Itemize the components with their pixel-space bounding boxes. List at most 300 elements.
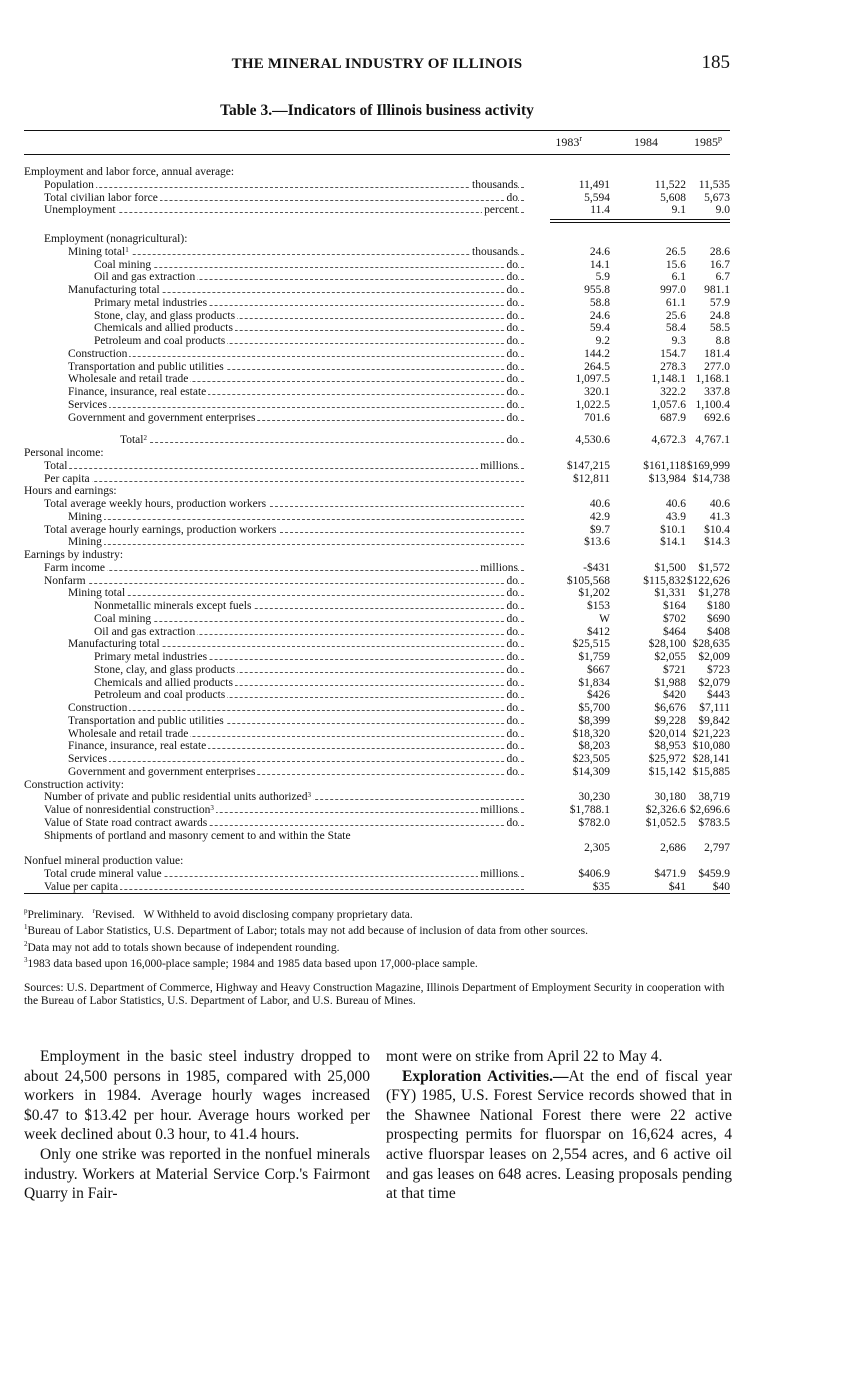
cell-value: 4,767.1 bbox=[695, 434, 730, 447]
table-row bbox=[24, 600, 730, 613]
row-label-text: Stone, clay, and glass products bbox=[94, 663, 236, 676]
row-label-text: Wholesale and retail trade bbox=[68, 727, 189, 740]
body-paragraph: Exploration Activities.—At the end of fiscal year (FY) 1985, U.S. Forest Service records showed that in the Shawnee National Forest there were 22 active prospecting permits for fluorspar on 16,624 acres, 4 active fluorspar leases on 2,554 acres, and 6 active oil and gas leases on 648 acres. Leasing proposals pending at that time bbox=[386, 1067, 732, 1203]
row-label bbox=[24, 804, 524, 817]
cell-value: $1,202 bbox=[578, 587, 610, 600]
cell-value: 11.4 bbox=[590, 204, 610, 217]
cell-value: 5,594 bbox=[584, 191, 610, 204]
footnote-legend: $^p$Preliminary. $^r$Revised. W Withheld to avoid disclosing company proprietary data. bbox=[24, 907, 413, 921]
table-row bbox=[24, 677, 730, 690]
cell-value: 2,305 bbox=[584, 842, 610, 855]
table-row bbox=[24, 284, 730, 297]
row-unit: do bbox=[506, 727, 518, 740]
table-row bbox=[24, 297, 730, 310]
row-unit: millions bbox=[480, 804, 518, 816]
cell-value: $18,320 bbox=[572, 727, 610, 740]
row-unit: do bbox=[506, 753, 518, 765]
cell-value: 8.8 bbox=[715, 335, 730, 347]
cell-value: $5,700 bbox=[578, 702, 610, 714]
row-unit: do bbox=[506, 651, 518, 663]
row-label-text: Nonfarm bbox=[44, 574, 86, 587]
row-label bbox=[24, 855, 524, 868]
row-label-text: Primary metal industries bbox=[94, 296, 208, 309]
leader-dots bbox=[94, 621, 524, 622]
row-label bbox=[24, 549, 524, 562]
cell-value: $35 bbox=[592, 880, 610, 893]
cell-value: 1,097.5 bbox=[575, 373, 610, 386]
cell-value: $164 bbox=[663, 600, 686, 612]
row-unit: millions bbox=[480, 459, 518, 472]
cell-value: 144.2 bbox=[584, 347, 610, 360]
cell-value: $1,759 bbox=[578, 651, 610, 663]
table-row bbox=[24, 715, 730, 728]
table-row bbox=[24, 412, 730, 425]
cell-value: $169,999 bbox=[686, 459, 730, 472]
cell-value: $2,009 bbox=[698, 651, 730, 663]
cell-value: $1,331 bbox=[654, 587, 686, 600]
row-label bbox=[24, 434, 524, 447]
cell-value: $28,141 bbox=[692, 753, 730, 765]
cell-value: $14.1 bbox=[660, 536, 686, 549]
row-unit: do bbox=[506, 360, 518, 373]
row-label-text: Total civilian labor force bbox=[44, 191, 158, 204]
cell-value: 687.9 bbox=[660, 411, 686, 424]
cell-value: $2,079 bbox=[698, 676, 730, 689]
table-row bbox=[24, 460, 730, 473]
row-label bbox=[24, 728, 524, 741]
cell-value: 42.9 bbox=[589, 510, 610, 523]
cell-value: 16.7 bbox=[709, 258, 730, 271]
cell-value: $9,842 bbox=[698, 714, 730, 727]
row-label bbox=[24, 791, 524, 804]
cell-value: $420 bbox=[663, 689, 686, 702]
cell-value: 264.5 bbox=[584, 360, 610, 373]
table-row bbox=[24, 373, 730, 386]
cell-value: 11,535 bbox=[698, 178, 730, 191]
row-label bbox=[24, 587, 524, 600]
row-unit: do bbox=[506, 373, 518, 386]
cell-value: $10.1 bbox=[660, 523, 686, 536]
cell-value: $406.9 bbox=[578, 867, 610, 880]
row-label-text: Total crude mineral value bbox=[44, 867, 162, 880]
row-unit: do bbox=[506, 322, 518, 335]
table-row bbox=[24, 434, 730, 447]
cell-value: $1,572 bbox=[698, 561, 730, 574]
row-unit: do bbox=[506, 587, 518, 600]
table-row bbox=[24, 271, 730, 284]
row-unit: percent bbox=[484, 204, 518, 217]
row-label bbox=[24, 881, 524, 894]
running-title: THE MINERAL INDUSTRY OF ILLINOIS bbox=[231, 56, 523, 72]
row-label-text: Total average hourly earnings, production workers bbox=[44, 523, 277, 536]
cell-value: $1,278 bbox=[698, 587, 730, 600]
table-row bbox=[24, 791, 730, 804]
cell-value: 9.2 bbox=[595, 335, 610, 347]
leader-dots bbox=[44, 570, 524, 571]
cell-value: $1,500 bbox=[654, 561, 686, 574]
row-unit: do bbox=[506, 258, 518, 271]
cell-value: $147,215 bbox=[566, 459, 610, 472]
row-unit: millions bbox=[480, 867, 518, 880]
row-label bbox=[24, 830, 524, 843]
row-unit: do bbox=[506, 816, 518, 829]
cell-value: $40 bbox=[712, 880, 730, 893]
row-label bbox=[24, 600, 524, 613]
row-label-text: Construction activity: bbox=[24, 778, 124, 791]
cell-value: 28.6 bbox=[709, 245, 730, 258]
cell-value: $14,309 bbox=[572, 765, 610, 778]
row-label-text: Transportation and public utilities bbox=[68, 360, 224, 373]
row-unit: do bbox=[506, 335, 518, 347]
leader-dots bbox=[44, 187, 524, 188]
table-row bbox=[24, 204, 730, 217]
row-label bbox=[24, 386, 524, 399]
leader-dots bbox=[68, 407, 524, 408]
row-label bbox=[24, 689, 524, 702]
cell-value: 25.6 bbox=[665, 309, 686, 322]
cell-value: -$431 bbox=[583, 561, 610, 574]
row-label bbox=[24, 524, 524, 537]
table-row bbox=[24, 192, 730, 205]
cell-value: 9.1 bbox=[671, 204, 686, 217]
row-label-text: Services bbox=[68, 753, 107, 765]
cell-value: $20,014 bbox=[648, 727, 686, 740]
cell-value: $1,834 bbox=[578, 676, 610, 689]
row-unit: do bbox=[506, 271, 518, 284]
cell-value: $782.0 bbox=[578, 816, 610, 829]
cell-value: $14,738 bbox=[692, 472, 730, 485]
row-unit: do bbox=[506, 296, 518, 309]
cell-value: $8,953 bbox=[654, 740, 686, 753]
cell-value: 57.9 bbox=[709, 296, 730, 309]
table-spacer bbox=[24, 223, 730, 233]
row-label bbox=[24, 259, 524, 272]
cell-value: $2,696.6 bbox=[689, 804, 730, 816]
row-label bbox=[24, 817, 524, 830]
row-unit: do bbox=[506, 740, 518, 753]
row-unit: do bbox=[506, 284, 518, 296]
row-label-text: Nonmetallic minerals except fuels bbox=[94, 600, 252, 612]
leader-dots bbox=[44, 481, 524, 482]
table-row bbox=[24, 361, 730, 374]
running-head bbox=[24, 52, 730, 76]
row-label-text: Total average weekly hours, production workers bbox=[44, 498, 267, 510]
cell-value: $443 bbox=[707, 689, 730, 702]
table-row bbox=[24, 233, 730, 246]
column-header-1983: 1983$^r$ bbox=[555, 134, 582, 149]
row-unit: do bbox=[506, 600, 518, 612]
cell-value: $6,676 bbox=[654, 702, 686, 714]
row-label bbox=[24, 361, 524, 374]
cell-value: 701.6 bbox=[584, 411, 610, 424]
cell-value: $8,399 bbox=[578, 714, 610, 727]
cell-value: 40.6 bbox=[589, 498, 610, 510]
cell-value: W bbox=[599, 612, 610, 625]
row-label-text: Services bbox=[68, 398, 107, 411]
cell-value: 58.8 bbox=[589, 296, 610, 309]
row-unit: do bbox=[506, 638, 518, 651]
table-top-rule bbox=[24, 130, 730, 131]
cell-value: $13,984 bbox=[648, 472, 686, 485]
cell-value: $153 bbox=[587, 600, 610, 612]
footnote-ref: 3 bbox=[210, 804, 214, 812]
row-label-text: Personal income: bbox=[24, 447, 104, 459]
row-label bbox=[24, 753, 524, 766]
row-label bbox=[24, 271, 524, 284]
cell-value: $690 bbox=[707, 612, 730, 625]
cell-value: $783.5 bbox=[698, 816, 730, 829]
table-header-rule bbox=[24, 154, 730, 155]
row-unit: do bbox=[506, 676, 518, 689]
row-label-text: Petroleum and coal products bbox=[94, 689, 226, 702]
row-label-text: Oil and gas extraction bbox=[94, 271, 196, 284]
cell-value: 24.6 bbox=[589, 309, 610, 322]
row-label bbox=[24, 613, 524, 626]
table-spacer bbox=[24, 424, 730, 434]
cell-value: 2,686 bbox=[660, 842, 686, 855]
row-label-text: Oil and gas extraction bbox=[94, 625, 196, 638]
cell-value: 4,672.3 bbox=[651, 434, 686, 447]
table-body bbox=[24, 166, 730, 893]
cell-value: 181.4 bbox=[704, 347, 730, 360]
row-label bbox=[24, 651, 524, 664]
row-unit: do bbox=[506, 702, 518, 714]
cell-value: 278.3 bbox=[660, 360, 686, 373]
row-label bbox=[24, 179, 524, 192]
cell-value: $28,635 bbox=[692, 638, 730, 651]
cell-value: 277.0 bbox=[704, 360, 730, 373]
table-row bbox=[24, 485, 730, 498]
row-label bbox=[24, 373, 524, 386]
row-label bbox=[24, 511, 524, 524]
row-label-text: Nonfuel mineral production value: bbox=[24, 855, 184, 867]
cell-value: 1,168.1 bbox=[695, 373, 730, 386]
row-label-text: Earnings by industry: bbox=[24, 549, 124, 561]
row-label bbox=[24, 297, 524, 310]
table-row bbox=[24, 562, 730, 575]
row-label bbox=[24, 868, 524, 881]
row-label bbox=[24, 412, 524, 425]
cell-value: $7,111 bbox=[699, 702, 730, 714]
row-label bbox=[24, 284, 524, 297]
table-row bbox=[24, 804, 730, 817]
cell-value: 9.3 bbox=[671, 335, 686, 347]
row-label-text: Transportation and public utilities bbox=[68, 714, 224, 727]
table-row bbox=[24, 511, 730, 524]
row-unit: do bbox=[506, 612, 518, 625]
row-label-text: Hours and earnings: bbox=[24, 485, 117, 498]
cell-value: $105,568 bbox=[566, 574, 610, 587]
cell-value: $412 bbox=[587, 625, 610, 638]
footnote-2: $^2$Data may not add to totals shown because of independent rounding. bbox=[24, 939, 340, 954]
cell-value: $115,832 bbox=[643, 574, 686, 587]
row-label bbox=[24, 348, 524, 361]
row-label bbox=[24, 335, 524, 348]
leader-dots bbox=[68, 710, 524, 711]
cell-value: 14.1 bbox=[589, 258, 610, 271]
table-row bbox=[24, 881, 730, 894]
row-label bbox=[24, 638, 524, 651]
table-row bbox=[24, 246, 730, 259]
cell-value: 59.4 bbox=[589, 322, 610, 335]
row-label bbox=[24, 399, 524, 412]
body-paragraph: mont were on strike from April 22 to May 4. bbox=[386, 1048, 663, 1065]
row-label bbox=[24, 702, 524, 715]
row-label bbox=[24, 677, 524, 690]
row-label-text: Value of State road contract awards bbox=[44, 816, 208, 829]
cell-value: 24.8 bbox=[709, 309, 730, 322]
row-label bbox=[24, 715, 524, 728]
cell-value: 6.1 bbox=[671, 271, 686, 284]
table-row bbox=[24, 766, 730, 779]
cell-value: $13.6 bbox=[584, 536, 610, 549]
footnote-ref: 2 bbox=[143, 434, 147, 443]
cell-value: $15,885 bbox=[692, 765, 730, 778]
table-row bbox=[24, 689, 730, 702]
cell-value: $459.9 bbox=[698, 867, 730, 880]
row-label-text: Construction bbox=[68, 347, 128, 360]
row-label bbox=[24, 536, 524, 549]
row-unit: do bbox=[506, 714, 518, 727]
row-label-text: Value of nonresidential construction$^3$ bbox=[44, 804, 214, 816]
cell-value: 1,057.6 bbox=[651, 398, 686, 411]
cell-value: 6.7 bbox=[715, 271, 730, 284]
row-label bbox=[24, 310, 524, 323]
cell-value: 1,100.4 bbox=[695, 398, 730, 411]
row-label-text: Value per capita bbox=[44, 880, 119, 893]
cell-value: 24.6 bbox=[589, 245, 610, 258]
row-label-text: Chemicals and allied products bbox=[94, 676, 233, 689]
cell-value: 320.1 bbox=[584, 386, 610, 398]
row-label bbox=[24, 233, 524, 246]
row-label-text: Finance, insurance, real estate bbox=[68, 740, 207, 753]
cell-value: $41 bbox=[668, 880, 686, 893]
cell-value: $10.4 bbox=[704, 523, 730, 536]
row-unit: do bbox=[506, 191, 518, 204]
cell-value: $723 bbox=[707, 663, 730, 676]
cell-value: 2,797 bbox=[704, 842, 730, 855]
table-row bbox=[24, 753, 730, 766]
row-label bbox=[24, 766, 524, 779]
body-paragraph: Employment in the basic steel industry dropped to about 24,500 persons in 1985, compared with 25,000 workers in 1984. Average hourly wages increased $0.47 to $13.42 per hour. Average hours worked per week declined about 0.3 hour, to 41.4 hours. bbox=[24, 1048, 370, 1144]
footnote-ref: 3 bbox=[307, 791, 311, 800]
cell-value: 61.1 bbox=[665, 296, 686, 309]
row-label-text: Wholesale and retail trade bbox=[68, 373, 189, 386]
row-unit: do bbox=[506, 309, 518, 322]
cell-value: $408 bbox=[707, 625, 730, 638]
table-row bbox=[24, 386, 730, 399]
row-label-text: Stone, clay, and glass products bbox=[94, 309, 236, 322]
cell-value: $2,055 bbox=[654, 651, 686, 663]
row-label bbox=[24, 779, 524, 792]
column-header-1985: 1985$^p$ bbox=[694, 134, 722, 149]
table-row bbox=[24, 348, 730, 361]
cell-value: $28,100 bbox=[648, 638, 686, 651]
row-label bbox=[24, 664, 524, 677]
table-row bbox=[24, 638, 730, 651]
cell-value: 58.5 bbox=[709, 322, 730, 335]
row-label-text: Employment and labor force, annual average: bbox=[24, 166, 235, 178]
cell-value: $2,326.6 bbox=[645, 804, 686, 816]
cell-value: 337.8 bbox=[704, 386, 730, 398]
row-label-text: Manufacturing total bbox=[68, 284, 160, 296]
row-label bbox=[24, 473, 524, 486]
table-row bbox=[24, 322, 730, 335]
cell-value: 5,673 bbox=[704, 191, 730, 204]
footnote-1: $^1$Bureau of Labor Statistics, U.S. Department of Labor; totals may not add because of inclusion of data from other sources. bbox=[24, 923, 588, 938]
cell-value: $721 bbox=[663, 663, 686, 676]
row-label-text: Coal mining bbox=[94, 612, 152, 625]
cell-value: 30,180 bbox=[654, 791, 686, 804]
leader-dots bbox=[68, 356, 524, 357]
cell-value: 26.5 bbox=[665, 245, 686, 258]
column-header-1984: 1984 bbox=[634, 135, 658, 149]
cell-value: $9,228 bbox=[654, 714, 686, 727]
leader-dots bbox=[68, 254, 524, 255]
cell-value: 322.2 bbox=[660, 386, 686, 398]
cell-value: $21,223 bbox=[692, 727, 730, 740]
table-row bbox=[24, 613, 730, 626]
row-label-text: Total$^2$ bbox=[120, 434, 147, 447]
leader-dots bbox=[94, 267, 524, 268]
row-label bbox=[24, 192, 524, 205]
cell-value: $14.3 bbox=[704, 536, 730, 549]
sources-note: Sources: U.S. Department of Commerce, Highway and Heavy Construction Magazine, Illinois Department of Employment Security in cooperation with the Bureau of Labor Statistics, U.S. Department of Labor, and U.S. Bureau of Mines. bbox=[24, 982, 725, 1007]
cell-value: 692.6 bbox=[704, 411, 730, 424]
table-row bbox=[24, 549, 730, 562]
cell-value: 41.3 bbox=[709, 510, 730, 523]
page-number: 185 bbox=[701, 52, 730, 73]
cell-value: $15,142 bbox=[648, 765, 686, 778]
cell-value: 997.0 bbox=[660, 284, 686, 296]
row-label-text: Employment (nonagricultural): bbox=[44, 233, 188, 245]
cell-value: $9.7 bbox=[589, 523, 610, 536]
row-label-text: Primary metal industries bbox=[94, 651, 208, 663]
cell-value: $667 bbox=[587, 663, 610, 676]
row-unit: do bbox=[506, 625, 518, 638]
row-unit: do bbox=[506, 574, 518, 587]
cell-value: $180 bbox=[707, 600, 730, 612]
leader-dots bbox=[120, 442, 524, 443]
row-label-text: Finance, insurance, real estate bbox=[68, 386, 207, 398]
row-label bbox=[24, 246, 524, 259]
table-bottom-rule bbox=[24, 893, 730, 894]
row-label-text: Farm income bbox=[44, 561, 105, 574]
table-row bbox=[24, 498, 730, 511]
cell-value: 43.9 bbox=[665, 510, 686, 523]
row-label-text: Population bbox=[44, 178, 94, 191]
cell-value: 11,491 bbox=[578, 178, 610, 191]
cell-value: $25,515 bbox=[572, 638, 610, 651]
row-label-text: Coal mining bbox=[94, 258, 152, 271]
row-unit: millions bbox=[480, 561, 518, 574]
row-label-text: Chemicals and allied products bbox=[94, 322, 233, 335]
table-title: Table 3.—Indicators of Illinois business activity bbox=[220, 102, 534, 119]
cell-value: 9.0 bbox=[715, 204, 730, 217]
row-label-text: Government and government enterprises bbox=[68, 765, 256, 778]
table-row bbox=[24, 587, 730, 600]
cell-value: 154.7 bbox=[660, 347, 686, 360]
row-unit: do bbox=[506, 411, 518, 424]
row-label-text: Mining bbox=[68, 510, 102, 523]
table-row bbox=[24, 842, 730, 855]
cell-value: 40.6 bbox=[665, 498, 686, 510]
cell-value: 5,608 bbox=[660, 191, 686, 204]
row-label-text: Mining bbox=[68, 536, 102, 549]
row-unit: do bbox=[506, 689, 518, 702]
leader-dots bbox=[68, 761, 524, 762]
cell-value: 40.6 bbox=[709, 498, 730, 510]
